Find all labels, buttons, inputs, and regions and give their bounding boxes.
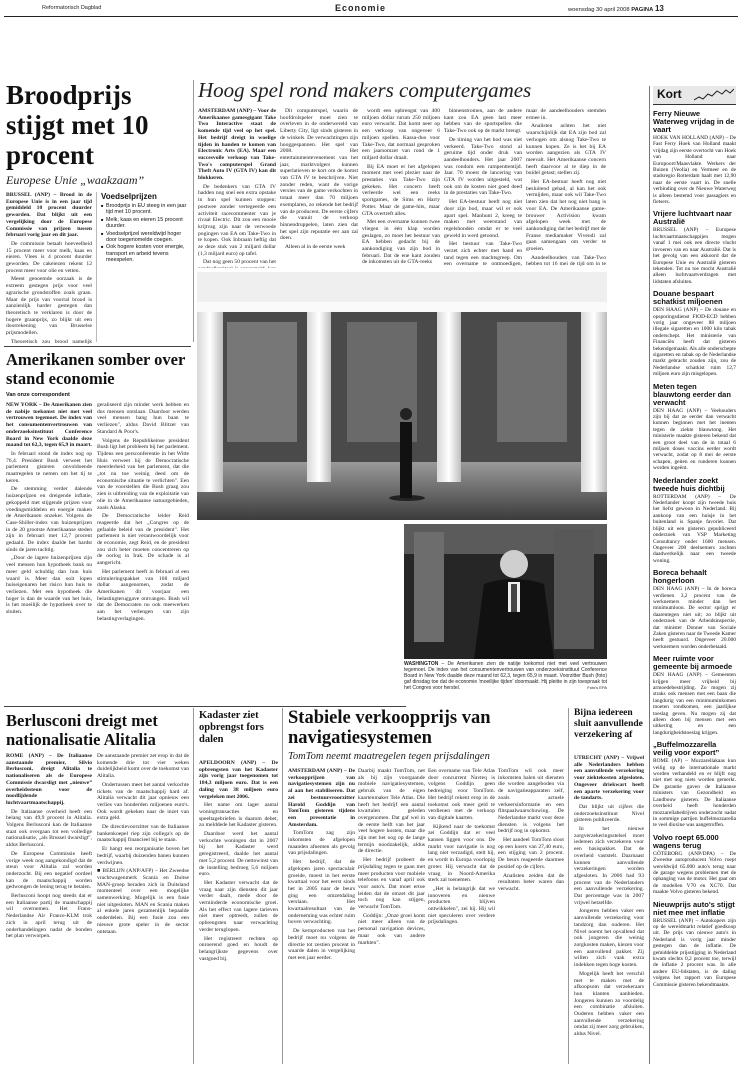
kort-item-title: „Buffelmozzarella veilig voor export” [653,740,720,758]
kort-item-title: Ferry Nieuwe Waterweg vrijdag in de vaart [653,110,735,134]
alitalia-lead: ROME (ANP) – De Italiaanse aanstaande premier, Silvio Berlusconi, dreigt Alitalia te nationaliseren als de Europese Commissie dwarsligt met „nieuwe” overheidssteun voor de noodlijdende luchtvaartmaatschappij. [6,753,92,806]
navi-para: Analisten zeiden dat de resultaten beter waren dan verwacht. [498,872,564,892]
kort-masthead [653,86,736,105]
food-prices-heading: Voedselprijzen [101,192,157,201]
kort-item-title: Meer ruimte voor gemeente bij armoede [653,654,733,672]
navi-para: De kernproducten van het bedrijf moet nu volgens de directie tot zestien procent in waarde dalen in vergelijking met een jaar eerder. [288,928,355,961]
alitalia-col-1 [6,753,92,1063]
games-para: Analisten achten het niet waarschijnlijk dat EA zijn bod zal verhogen om alsnog Take-Two te kunnen kopen. Ze is het bij EA worden aangezien als GTA IV meevalt. Het Amerikaanse concern heeft daarvoor al te diep in de buidel getast; stellen zij. [526,123,606,177]
kort-item [653,741,736,828]
header-rule [4,16,738,17]
consumer-para: Het parlement heeft in februari al een stimuleringspakket van 168 miljard dollar aangenomen, zodat de Amerikanen dit voorjaar een belastingteruggave ontvangen. Bush wil dat de Democraten nu ook meewerken aan het verlengen van zijn belastingverlagingen. [97,568,189,622]
insurance-para: Jongeren hebben vaker een aanvullende verzekering voor tandzorg dan ouderen. Het Nivel noemt het opvallend dat ook jongeren die weinig zorgkosten maken, kiezen voor een aanvullend pakket. Zij willen zich vaak extra indekken tegen hoge kosten. [574,908,644,969]
kort-item-text: GÖTEBORG (ANP/DPA) – De Zweedse autoproducent Volvo roept wereldwijd 65.000 auto's terug naar de garage wegens problemen met de ophanging van de motor. Het gaat om de modellen V70 en XC70. Dat maakte Volvo gisteren bekend. [653,850,736,896]
games-para: binnenstromen, aan de andere kant zou EA geen last meer hebben van de sportspellen die Take-Two ook op de markt brengt. [444,108,522,135]
navi-para: Kijkend naar de toekomst zei Goddijn dat er veel kansen liggen voor ons. De markt voor navigatie is nog lang niet verzadigd, stelt hij, en wordt in Europa voorlopig groter. Hij verwacht dat de vraag in Noord-Amerika sterk zal toenemen. [428,823,495,884]
bush-caption-text: – De Amerikanen zien de natiije toekomst niet met veel vertrouwen tegemoet. De index van het consumentenvertrouwen van onderzoeksinstituut Conference Board in New York daalde deze maand tot 62,3, tegen 65,9 in maart. Voorzitter Bush (foto) gaf dinsdag toe dat de economie 'moeilijke tijden' doormaakt. Hij pleitte in zijn toespraak tot het Congres voor herstel. [404,661,607,691]
games-col-2 [280,108,358,268]
section-title: Economie [335,3,387,13]
kort-item-title: Volvo roept 65.000 wagens terug [653,832,719,850]
games-para: Het EA-bestuur heeft nog niet door zijn bod, maar wil er ook apart spel. Manhunt 2, kreeg te maken met weerstand van regelshonden omdat er te veel geweld in werd getoond. [444,199,522,239]
navi-headline: Stabiele verkoopprijs van navigatiesystemen [288,708,491,748]
kort-item-title: Boreca behaalt hongerloon [653,568,707,586]
games-para: Alleen al in de eerste week [285,244,346,251]
kort-list [653,110,736,1062]
insurance-para: Dat blijkt uit cijfers die onderzoeksinstituut Nivel gisteren publiceerde. [574,803,644,824]
games-para: Het EA-bestuur heeft nog niet besluitend gehad, al kan het ook vermijden, maar ook wil Take-Two laten zien dat het nog niet bang is voor EA. De Amerikaanse game-brouwer Activision kwam afgelopen week met de aankondiging dat het bedrijf met de Franse mediamaker Vivendi zal gaan samengaan om verder te groeien. [526,179,606,253]
kort-item [653,210,736,285]
kort-item [653,383,736,472]
kadaster-para: Daardoor werd het aantal verkochte woningen dat in 2007 bij het Kadaster werd geregistreerd, daalde het aantal met 5,2 procent. De nettowinst van de instelling bedroeg 5,6 miljoen euro. [199,831,278,878]
col1-divider-1 [4,346,191,347]
alitalia-para: Ondertussen meet het aantal verkochte tickets van de maatschappij hard af. Alitalia verwacht dit jaar opnieuw een verlies van honderden miljoenen euro's. Ook wordt gekeken naar de inzet van extra geld. [97,781,189,822]
alitalia-para: Er hangt een reorganisatie boven het bedrijf, waarbij duizenden banen kunnen verdwijnen. [97,846,189,866]
navi-right-rule [568,708,569,1064]
insurance-headline: Bijna iedereen sluit aanvullende verzekering af [574,708,643,740]
alitalia-para: De Italiaanse overheid heeft een belang van 49,9 procent in Alitalia. Volgens Berlusconi kan de Italiaanse staat ook overgaan tot een volledige nationalisatie, „als Brussel dwarsligt", aldus Berlusconi. [6,808,92,849]
consumer-byline: Van onze correspondent [6,392,70,398]
kort-item [653,110,736,205]
consumer-col-1 [6,402,92,702]
navi-col-3 [428,768,495,1063]
consumer-para: Volgens de Republikeinse president Bush ligt het probleem bij het parlement. Tijdens een persconferentie in het Witte Huis verweet hij de Democratische meerderheid van het parlement, dat die „tot nu toe weinig deed om de economische situatie te verlichten". Een van de voorstellen die Bush graag zou zien is uitbreiding van de exploitatie van olie in de Amerikaanse natuurgebieden, zoals Alaska. [97,437,189,511]
kort-item-text: DEN HAAG (ANP) – De douane en opsporingsdienst FIOD-ECD hebben vorig jaar ongeveer 88 miljoen illegale sigaretten en 1000 kilo tabak onderschept. Het ministerie van Financiën heeft dat gisteren bekendgemaakt. Als alle onderschepte sigaretten en tabak op de Nederlandse markt gebracht zouden zijn, zou de Nederlandse schatkist ruim 12,7 miljoen euro zijn misgelopen. [653,307,736,378]
kort-title: Kort [657,87,682,101]
games-para: wordt een opbrengst van 400 miljoen dollar rurum 250 miljoen euro verwacht. Dat komt neer op een verkoop van ongeveer 6 miljoen spellen. Kassa-duo voor Take-Two, dat normaal gesproken een jaarsomzet van rond de 1 miljard dollar draait. [362,108,440,161]
food-prices-bullet: ■ Voedselprijzel wereldwijd hoger door toegenomelde coegen. [101,231,189,244]
alitalia-para: Berlusconi hoopt nog steeds dat er een Italiaanse partij de maatschappij wil overnemen. Het Frans-Nederlandse Air France-KLM trok zich in april terug uit de onderhandelingen nadat de bonden het plan verworpen. [6,893,92,940]
games-col-5 [526,108,606,268]
bread-col-rule [96,192,97,342]
kort-item [653,290,736,377]
kadaster-para: Het name om lager aantal woningtransacties en speeltagebriefen is daarom debet, zo melddede het Kadaster gisteren. [199,802,278,829]
consumer-para: geraliseerd zijn minder werk hebben en dus mensen ontslaan. Daardoor werden veel mensen bang hun baan te verliezen", aldus David Blitzer van Standard & Poor's. [97,402,189,435]
insurance-para: Mogelijk heeft het verschil met te maken met de afkoopsom dat verzekeraars hun klanten aanbieden. Jongeren kunnen zo voordelig een combinatie afsluiten. Ouderen hebben vaker een aanvullende verzekering omdat zij meer zorg gebruiken, aldus Nivel. [574,970,644,1038]
consumer-right-col-wrap [193,525,403,703]
insurance-lead: UTRECHT (ANP) – Vrijwel alle Nederlanders hebben een aanvullende verzekering voor ziektekosten afgesloten. Ongeveer driekwart heeft een aparte verzekering voor de tandarts. [574,755,644,802]
games-para: Met een overname kunnen twee vliegen in één klap worden geslagen, zo moet het bestuur van EA hebben gedacht bij de aankondiging van zijn bod in februari. Dat de ene kant zouden de inkomsten uit de GTA-reeks [362,219,440,266]
kort-item [653,901,736,988]
games-lead: AMSTERDAM (ANP) – Voor de Amerikaanse gamesgigant Take Two Interactive staat de komende tijd veel op het spel. Het bedrijf dreigt in woelige tijden in handen te komen van Electronic Arts (EA). Maar een succesvolle verkoop van Take-Two's computerspel Grand Theft Auto IV (GTA IV) kan dit blokkeren. [198,108,276,182]
navi-col-2 [358,768,425,1063]
kort-item-text: ROME (AP) – Mozzarellakaas kun veilig op de internationale markt worden verhandeld en er blijft nog niet met nog niets worden gemerkt. De garantie gaven de Italiaanse ministers van Gezondheid en Landbouw gisteren. De Italiaanse overheid heeft honderden mozzarellabedrijven onderzocht nadat in sommige partijen buffelmozzarella te veel dioxine was aangetroffen. [653,758,736,829]
food-prices-bullet: ■ Broodprijs in EU steeg in een jaar tijd met 10 procent. [101,203,189,216]
bread-lead: BRUSSEL (ANP) – Brood in de Europese Unie is in een jaar tijd gemiddeld 10 procent duurder geworden. Dat blijkt uit een vergelijking door de Europese Commissie van prijzen tussen februari vorig jaar en dit jaar. [6,192,92,239]
alitalia-para: De directievoorzitter van de Italiaanse bankenkoepel riep zijn collega's op de maatschappij financieel bij te staan. [97,824,189,844]
games-col-3 [362,108,440,268]
consumer-para: De stemming verder dalende huizenprijzen en dreigende inflatie, gekoppeld met stijgende prijzen voor voedingsmiddelen en energie maken de Amerikanen onzeker. Volgens de Case-Shiller-index van huizenprijzen in de 20 grootste Amerikaanse steden zijn in februari met 12,7 procent gedaald. De index daalde het hardst sinds de jaren tachtig. [6,486,92,553]
kort-item [653,569,736,650]
alitalia-para: De Europese Commissie heeft vorige week nog aangekondigd dat de steun voor Alitalia zal worden onderzocht. Bij een negatief oordeel kan de maatschappij worden gedwongen de lening terug te betalen. [6,850,92,891]
consumer-extra [199,525,399,703]
navi-para: Het bedrijf, dat de afgelopen jaren spectaculair groeide, moest in het eerste kwartaal voor het eerst sinds het in 2005 naar de beurs ging een omzetdaling verslaan. Het kwartaalresultaat van de onderneming was echter ruim boven verwachting. [288,859,355,926]
navi-lead: AMSTERDAM (ANP) – De verkoopprijzen van navigatiesystemen zijn nu al aan het stabiliseren. Dat zei bestuursvoorzitter Harold Goddijn van TomTom gisteren tijdens een presentatie in Amsterdam. [288,768,355,828]
games-headline: Hoog spel rond makers computergames [198,78,532,102]
consumer-bottom-rule [4,706,406,707]
navi-deck: TomTom neemt maatregelen tegen prijsdalingen [288,751,490,762]
kort-item-title: Meten tegen blauwtong eerder dan verwacht [653,381,731,407]
kadaster-para: Het registreert rechten op onroerend goed en houdt de belangrijkste gegevens over vastgoed bij. [199,935,278,962]
bread-sidebar [101,192,189,342]
bush-photo [404,524,607,659]
kort-item-text: DEN HAAG (ANP) – In de boreca verdienen 3,2 procent van de werknemers minder dan het minimumloon. De sector sprijgt er daarentegen niet uit; zo blijkt uit onderzoek van de Arbeidsinspectie, dat minister Donner van Sociale Zaken gisteren naar de Tweede Kamer heeft gestuurd. Ongeveer 20.000 werknemers worden onderbetaald. [653,586,736,650]
kadaster-body [199,760,278,1063]
navi-col-1 [288,768,355,1063]
bread-lead-col [6,192,92,344]
kort-item [653,655,736,736]
consumer-para: De Democratische leider Reid reageerde dat het „Congres op de gefaalde beleid van de president". Het parlement is niet verantwoordelijk voor de economie, zegt Reid, en de president zou zich beter moeten concentreren op de oorlog in Irak. De schade is al aangericht. [97,513,189,567]
navi-para: Daarbij maakt TomTom, net als bij zijn voorgaande mobiele navigatiesystemen, gebruik van de eigen kaartenmaker Tele Atlas. Die heeft het bedrijf een aantal kwartalen geleden overgenomen. Dat gaf wel in de eerste helft van het jaar veel hogere kosten, maar die zijn met het oog op de lange termijn noodzakelijk, aldus de directie. [358,768,425,855]
games-para: Dit computerspel, waarin de hoofdrolspeler moet zien te overleven in de onderwereld van Liberty City, ligt sinds gisteren in de winkels. De verwachtingen zijn hooggespannen. Het spel van 2008. Het entertainmentevenement van het jaar, marktvolgers kunnen superlatieven te kort om de komst van GTA IV te beschrijven. Niet zonder reden, want de vorige versies van de game verkochten in totaal meer dan 70 miljoen exemplaren, zo rekende het bedrijf van de producent. De eerste cijfers die vanuit de verkoop binnendruppelen, laten zien dat het spel zijn reputatie eer aan zal doen. [280,108,358,242]
bread-headline: Broodprijs stijgt met 10 procent [6,80,149,170]
insurance-body [574,755,644,1063]
colonnade-illustration [197,272,607,520]
kort-item-text: DEN HAAG (ANP) – Veehouders zijn bij dat ze eerder dan verwacht kunnen beginnen met het inenten tegen de ziekte blauwtong. Het ministerie maakte gisteren bekend dat een groot deel van de in totaal 6 miljoen doses vaccins eerder wordt verwacht, zodat op 8 mei de eerste schapen, geiten en runderen kunnen worden ingeënt. [653,407,736,472]
alitalia-col-rule [193,708,194,1064]
navi-para: Het aandeel TomTom sloot op een koers van 27,40 euro, een stijging van 2 procent. De beurs reageerde daarmee positief op de cijfers. [498,837,564,870]
food-prices-bullet: ■ Ook hogere kosten voor energie, transport en arbeid tevens meespelen. [101,244,189,263]
games-para: Dat nog geen 50 procent van het [203,259,276,266]
navi-para: TomTom wil ook meer inkomsten halen uit diensten die worden aangeboden via de navigatieapparaten zelf, zoals actuele verkeersinformatie en een flitspaalwaarschuwing. De Nederlandse markt voor deze diensten is volgens het bedrijf nog in opkomst. [498,768,564,835]
navi-para: Het bedrijf probeert de prijsdaling tegen te gaan met meer producten voor mobiele telefoons en vanaf april ook voor auto's. Dat moet ertoe leiden dat de omzet dit jaar toch nog kan stijgen, verwacht TomTom. [358,857,425,911]
navi-col-4 [498,768,564,1063]
consumer-lead: NEW YORK – De Amerikanen zien de nabije toekomst niet met veel vertrouwen tegemoet. De index van het consumentenvertrouwen van onderzoeksinstituut Conference Board in New York daalde deze maand tot 62,3, tegen 65,9 in maart. [6,402,92,449]
kort-chart-icon [694,88,734,102]
games-para: De bedenkers van GTA IV hadden nog snel een extra opstake in hun spel kunnen stoppen: postwee zonder vertegeerde een activiteit racecommenter van je rivaal Electric. Dit zou een mooie krijtvag zijn naar de verwoede pogingen van EA om Take-Two in te kopen. Ook Inbraam heftig dat ze deze stuk van 2 miljard dollar (1,3 miljard euro) op tafel. [198,183,276,257]
games-para: Het bestuur van Take-Two verzet zich echter met hand en tand tegen een machtsgreep. Om een overname te ontmoedigen, [444,241,522,268]
bush-photo-credit: Foto's EPA [587,685,607,690]
kadaster-para: Het Kadaster verwacht dat de vraag naar zijn diensten dit jaar verder daalt, mede door de verminderde economische groei. Als het effect van lagere tarieven niet meer optreedt, zullen de opbrengsten naar verwachting verder teruglopen. [199,879,278,933]
kadaster-rule [282,708,283,1064]
bush-illustration [404,524,607,659]
games-para: maar de aandeelhouders stemden ermee in. [526,108,606,121]
alitalia-headline: Berlusconi dreigt met nationalisatie Alitalia [6,711,158,749]
bush-caption [404,661,607,707]
page-number: 13 [654,4,664,13]
food-prices-bullet: ■ Melk, kaas en eieren 15 procent duurder. [101,217,189,230]
kort-item-text: DEN HAAG (ANP) – Gemeenten krijgen meer vrijheid bij armoedebestrijding. Zo mogen zij straks ook mensen met een baan die langdurig van een minimuminkomen moeten rondkomen, een jaarlijkse toeslag geven. Nu mogen zij dat alleen doen bij mensen met een uitkering en een langdurigheidstoeslag krijgen. [653,672,736,736]
consumer-para: In februari stond de index nog op 76,4. President Bush verweet het parlement gisteren onvoldoende maatregelen te nemen om het tij te keren. [6,450,92,484]
main-photo-colonnade [197,272,607,520]
kort-item-text: HOEK VAN HOLLAND (ANP) – De Fast Ferry Hoek van Holland maakt vrijdag zijn eerste overtocht van Hoek van Holland naar Europoort/Maasvlakte. Werkers der Buizen (Veolia) en Vermeer en de stadsregio Rotterdam haalt met 12,90 naar de eerste vaart in. De snelle verbinding over de Nieuwe Waterweg is alleen bestemd voor passagiers en fietsers. [653,135,736,206]
alitalia-para: De aanstaande premier zet erop in dat de komende drie tot vier weken duidelijkheid komt over de toekomst van Alitalia. [97,753,189,780]
games-para: De timing van het bod was niet verkeerd. Take-Two stond al geruime tijd onder druk van aandeelhouders. Het jaar 2007 was rondom een rampenttentijd. Jaar. 70 moest de lancering van GTA IV worden uitgesteld, wat ook om de kosten niet goed deed in de prestaties van Take-Two. [444,136,522,197]
bread-para: De commissie betaalt hoeveelheid 15 procent meer voor melk, kaas en eieren. Vlees is 4 procent duurder geworden. De cakeiezen rekent 12 procent meer voor olie en vetten. [6,240,92,274]
page-label: PAGINA [631,7,654,13]
kort-item-text: ROTTERDAM (ANP) – De Nederlander koopt zijn tweede huis het liefst gewoon in Nederland. Bij aankoop van een huisje in het buitenland is Spanje favoriet. Dat blijkt uit een gisteren gepubliceerd onderzoek van VSP Marketing Consultancy onder 1600 mensen. Ongeveer 200 deelnemers zochten daadwerkelijk naar een tweede woning. [653,493,736,564]
games-col-4 [444,108,522,268]
kort-item-title: Douane bespaart schatkist miljoenen [653,289,723,307]
alitalia-para: ■ BERLIJN (ANP/AFP) – Het Zweedse vrachtwagenmerk Scania en Duitse MAN-groep beraden zich in Duitsland momenteel over een mogelijke samenwerking. Mogelijk is een fusie niet uitgesloten. MAN en Scania maken al enkele jaren gezamenlijk bepaalde onderdelen. Bij een fusie zou een nieuwe grote speler in de sector ontstaan. [97,868,189,935]
navi-para: „Het is belangrijk dat we innoveren en nieuwe producten blijven ontwikkelen", zei hij. Hij wil niet speculeren over verdere prijsdalingen. [428,885,495,926]
navi-para: Goddijn: „Onze groei komt niet meer alleen van de personal navigation devices, maar ook van andere markten". [358,912,425,946]
games-col-1 [198,108,276,268]
consumer-col-2 [97,402,189,702]
newspaper-name: Reformatorisch Dagblad [42,5,102,11]
kadaster-headline: Kadaster ziet opbrengst fors dalen [199,710,264,745]
games-left-rule [193,80,194,342]
kort-item-title: Vrijere luchtvaart naar Australië [653,209,732,227]
consumer-para: „Door de lagere huizenprijzen zijn veel mensen hun hypotheek bank nu meer geld schuldig dan hun huis waard is. Meer dan ooit lopen huiseigenaren het risico hun huis te verliezen. Met een hypotheek die hoger is dan de waarde van het huis, is het moeilijk de hypotheek over te sluiten. [6,555,92,616]
alitalia-col-2 [97,753,189,1063]
kort-item [653,477,736,564]
consumer-headline: Amerikanen somber over stand economie [6,350,186,388]
food-prices-list [101,203,189,264]
bread-para: Meest genoemde oorzaak is de extreem gestegen prijs voor veel agrarische grondstoffen zoals graan. Maar de prijs van voorral brood is aanzienlijk harder gestegen dan theoretisch te verklaren is door de hogere graanprijs, zo blijkt uit een doorrekening van Brusselse prijsmodellen. [6,276,92,337]
page-info [568,4,664,13]
games-para: Aandeelhouders van Take-Two hebben tot 16 mei de tijd om in te [526,254,606,268]
insurance-para: In het nieuwe zorgverzekeringsstelsel moet iedereen zich verzekeren voor een basispakket. Dat de overheid vaststelt. Daarnaast kunnen aanvullende verzekeringen worden afgesloten. In 2006 had 93 procent van de Nederlanders een aanvullende verzekering. Dat percentage was in 2007 vrijwel hetzelfde. [574,826,644,906]
navi-para: Een overname van Tele Atlas door concurrent Navteq is volgens Goddijn geen bedreiging voor TomTom. Het bedrijf rekent erop in de toekomst ook meer geld te verdienen met de verkoop van digitale kaarten. [428,768,495,821]
bread-para: Theoretisch zou brood namelijk [11,338,92,344]
bush-caption-label: WASHINGTON [404,661,439,667]
kort-item-title: Nederlander zoekt tweede huis dichtbij [653,475,725,493]
games-para: Bij EA moet er het afgelopen moment met veel plezier naar de prestaties van Take-Two zijn gekeken. Het concern heeft verleerde wel een reeks sportgames, de Sims en Harry Potter. Maar de game-hits, maar GTA overtreft alles. [362,163,440,217]
navi-para: TomTom zag zijn inkomsten de afgelopen maanden afnemen als gevolg van prijsdalingen. [288,830,355,857]
kort-left-rule [649,86,650,1064]
kort-item [653,834,736,896]
kort-item-text: BRUSSEL (ANP) – Autokopers zijn op de wereldmarkt relatief goedkoop uit. De prijs van nieuwe auto's in Nederland is vorig jaar minder gestegen dan de inflatie. De gemiddelde prijsstijging in Nederland kwam slechts 0,2 procent toe, terwijl de inflatie 2 procent was. In alle andere EU-lidstaten, is de daling volgens het rapport van Europese Commissie gisteren bekendmaakte. [653,917,736,988]
page-date: woensdag 30 april 2008 [568,7,630,13]
kort-item-text: BRUSSEL (ANP) – Europese luchtvaartmaatschappijen mogen vanaf 1 mei ook een directe vlucht invoeren van en naar Australië. Dat is het gevolg van een akkoord dat de Europese Unie en Australië gisteren tekenden. Tot nu toe mocht Australië alleen luchtvaartverdragen met lidstaten afsluiten. [653,227,736,285]
kort-item-title: Nieuwprijs auto's stijgt niet mee met inflatie [653,899,735,917]
kadaster-lead: APELDOORN (ANP) – De opbrengsten van het Kadaster zijn vorig jaar toegenomen tot 184,3 miljoen euro. Dat is een daling van 38 miljoen euro vergeleken met 2006. [199,760,278,800]
bread-deck: Europese Unie „waakzaam” [6,173,145,187]
